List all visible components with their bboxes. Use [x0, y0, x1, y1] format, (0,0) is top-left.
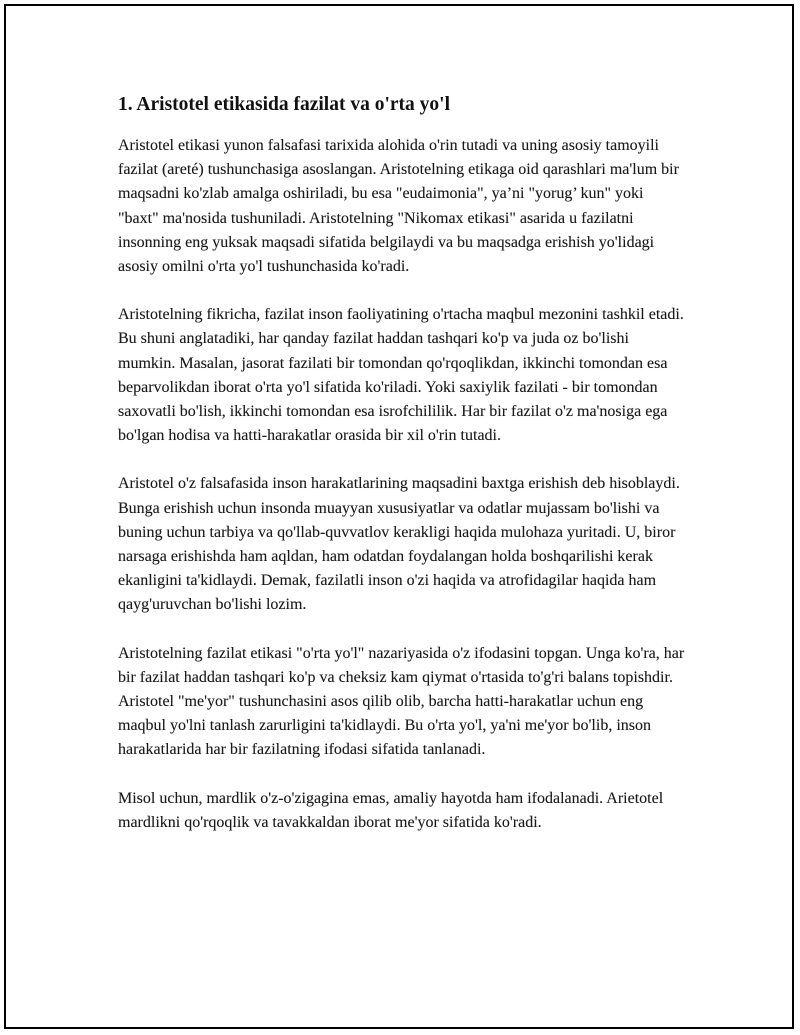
paragraph-1: Aristotel etikasi yunon falsafasi tarixida alohida o'rin tutadi va uning asosiy tamoyili fazilat (areté) tushunchasiga asoslangan. Aristotelning etikaga oid qarashlari ma'lum bir maqsadni ko'zlab amalga oshiriladi, bu esa "eudaimonia", ya’ni "yorug’ kun" yoki "baxt" ma'nosida tushuniladi. Aristotelning "Nikomax etikasi" asarida u fazilatni insonning eng yuksak maqsadi sifatida belgilaydi va bu maqsadga erishish yo'lidagi asosiy omilni o'rta yo'l tushunchasida ko'radi.: [118, 137, 679, 276]
section-heading: 1. Aristotel etikasida fazilat va o'rta yo'l: [118, 94, 450, 115]
paragraph-4: Aristotelning fazilat etikasi "o'rta yo'l" nazariyasida o'z ifodasini topgan. Unga ko'ra, har bir fazilat haddan tashqari ko'p va cheksiz kam qiymat o'rtasida to'g'ri balans topishdir. Aristotel "me'yor" tushunchasini asos qilib olib, barcha hatti-harakatlar uchun eng maqbul yo'lni tanlash zarurligini ta'kidlaydi. Bu o'rta yo'l, ya'ni me'yor bo'lib, inson harakatlarida har bir fazilatning ifodasi sifatida tanlanadi.: [118, 644, 685, 759]
paragraph-2: Aristotelning fikricha, fazilat inson faoliyatining o'rtacha maqbul mezonini tashkil etadi. Bu shuni anglatadiki, har qanday fazilat haddan tashqari ko'p va juda oz bo'lishi mumkin. Masalan, jasorat fazilati bir tomondan qo'rqoqlikdan, ikkinchi tomondan esa beparvolikdan iborat o'rta yo'l sifatida ko'riladi. Yoki saxiylik fazilati - bir tomondan saxovatli bo'lish, ikkinchi tomondan esa isrofchililik. Har bir fazilat o'z ma'nosiga ega bo'lgan hodisa va hatti-harakatlar orasida bir xil o'rin tutadi.: [118, 306, 684, 445]
paragraph-3: Aristotel o'z falsafasida inson harakatlarining maqsadini baxtga erishish deb hisoblaydi. Bunga erishish uchun insonda muayyan xususiyatlar va odatlar mujassam bo'lishi va buning uchun tarbiya va qo'llab-quvvatlov kerakligi haqida mulohaza yuritadi. U, biror narsaga erishishda ham aqldan, ham odatdan foydalangan holda boshqarilishi kerak ekanligini ta'kidlaydi. Demak, fazilatli inson o'zi haqida va atrofidagilar haqida ham qayg'uruvchan bo'lishi lozim.: [118, 475, 680, 614]
document-body: [118, 93, 688, 859]
paragraph-5: Misol uchun, mardlik o'z-o'zigagina emas, amaliy hayotda ham ifodalanadi. Arietotel mardlikni qo'rqoqlik va tavakkaldan iborat me'yor sifatida ko'radi.: [118, 789, 664, 831]
